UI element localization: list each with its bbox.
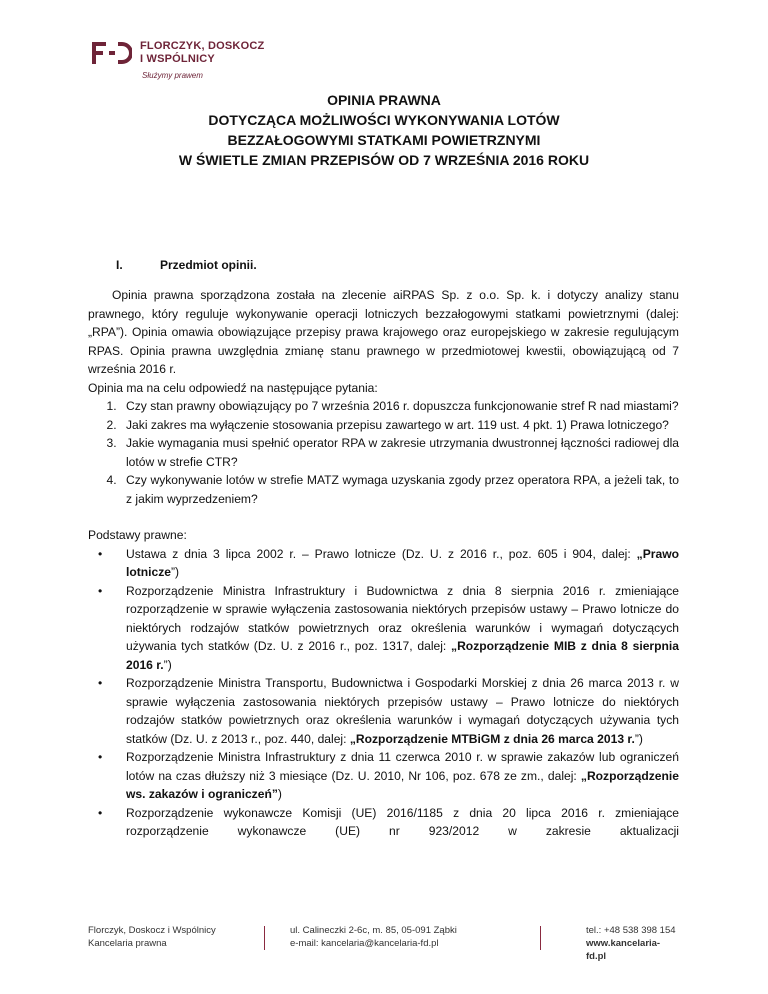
footer-firm: Florczyk, Doskocz i Wspólnicy Kancelaria prawna — [88, 925, 216, 949]
questions-list — [88, 397, 679, 508]
legal-basis-item: • Ustawa z dnia 3 lipca 2002 r. – Prawo lotnicze (Dz. U. z 2016 r., poz. 605 i 904, dalej: „Prawo lotnicze”) — [120, 545, 679, 582]
legal-bases-list — [88, 545, 679, 841]
legal-basis-item: • Rozporządzenie Ministra Infrastruktury z dnia 11 czerwca 2010 r. w sprawie zakazów lub ograniczeń lotów na czas dłuższy niż 3 miesiące (Dz. U. 2010, Nr 106, poz. 678 ze zm., dalej: „Rozporządzenie ws. zakazów i ograniczeń”) — [120, 748, 679, 804]
document-body — [88, 286, 679, 841]
legal-basis-item: • Rozporządzenie wykonawcze Komisji (UE) 2016/1185 z dnia 20 lipca 2016 r. zmieniające rozporządzenie wykonawcze (UE) nr 923/2012 w zakresie aktualizacji — [120, 804, 679, 841]
footer-phone: tel.: +48 538 398 154 — [586, 925, 676, 936]
question-item: 2. Jaki zakres ma wyłączenie stosowania przepisu zawartego w art. 119 ust. 4 pkt. 1) Prawa lotniczego? — [120, 416, 679, 435]
footer-divider — [264, 926, 265, 950]
document-title: OPINIA PRAWNA DOTYCZĄCA MOŻLIWOŚCI WYKONYWANIA LOTÓW BEZZAŁOGOWYMI STATKAMI POWIETRZNYMI W ŚWIETLE ZMIAN PRZEPISÓW OD 7 WRZEŚNIA 2016 ROKU — [178, 92, 590, 168]
logo-firm-name: FLORCZYK, DOSKOCZ I WSPÓLNICY — [140, 40, 265, 65]
question-item: 1. Czy stan prawny obowiązujący po 7 września 2016 r. dopuszcza funkcjonowanie stref R nad miastami? — [120, 397, 679, 416]
footer-website-link[interactable]: www.kancelaria-fd.pl — [586, 938, 661, 962]
footer-address: ul. Calineczki 2-6c, m. 85, 05-091 Ząbki e-mail: kancelaria@kancelaria-fd.pl — [290, 925, 457, 949]
footer-contact — [586, 924, 680, 963]
section-heading: Przedmiot opinii. — [160, 258, 257, 272]
fd-logo-mark — [92, 40, 132, 66]
section-number: I. — [116, 258, 123, 272]
page-footer — [88, 924, 680, 962]
legal-bases-heading: Podstawy prawne: — [88, 528, 187, 542]
legal-basis-item: • Rozporządzenie Ministra Infrastruktury i Budownictwa z dnia 8 sierpnia 2016 r. zmieniające rozporządzenie w sprawie wyłączenia zastosowania niektórych przepisów ustawy – Prawo lotnicze do niektórych rodzajów statków powietrznych oraz określenia warunków i wymagań dotyczących używania tych statków (Dz. U. z 2016 r., poz. 1317, dalej: „Rozporządzenie MIB z dnia 8 sierpnia 2016 r.”) — [120, 582, 679, 675]
legal-basis-item: • Rozporządzenie Ministra Transportu, Budownictwa i Gospodarki Morskiej z dnia 26 marca 2013 r. w sprawie wyłączenia zastosowania niektórych przepisów ustawy – Prawo lotnicze do niektórych rodzajów statków powietrznych oraz określenia warunków i wymagań dotyczących używania tych statków (Dz. U. z 2013 r., poz. 440, dalej: „Rozporządzenie MTBiGM z dnia 26 marca 2013 r.”) — [120, 674, 679, 748]
question-item: 4. Czy wykonywanie lotów w strefie MATZ wymaga uzyskania zgody przez operatora RPA, a jeżeli tak, to z jakim wyprzedzeniem? — [120, 471, 679, 508]
questions-intro: Opinia ma na celu odpowiedź na następujące pytania: — [88, 380, 378, 395]
question-item: 3. Jakie wymagania musi spełnić operator RPA w zakresie utrzymania dwustronnej łączności radiowej dla lotów w strefie CTR? — [120, 434, 679, 471]
company-logo — [92, 38, 292, 90]
footer-divider — [540, 926, 541, 950]
intro-paragraph: Opinia prawna sporządzona została na zlecenie aiRPAS Sp. z o.o. Sp. k. i dotyczy analizy stanu prawnego, który reguluje wykonywanie operacji lotniczych bezzałogowymi statkami powietrznymi (dalej: „RPA”). Opinia omawia obowiązujące przepisy prawa krajowego oraz europejskiego w zakresie regulującym RPAS. Opinia prawna uwzględnia zmianę stanu prawnego w przedmiotowej kwestii, obowiązującą od 7 września 2016 r. — [88, 288, 679, 376]
logo-slogan: Służymy prawem — [142, 71, 203, 80]
